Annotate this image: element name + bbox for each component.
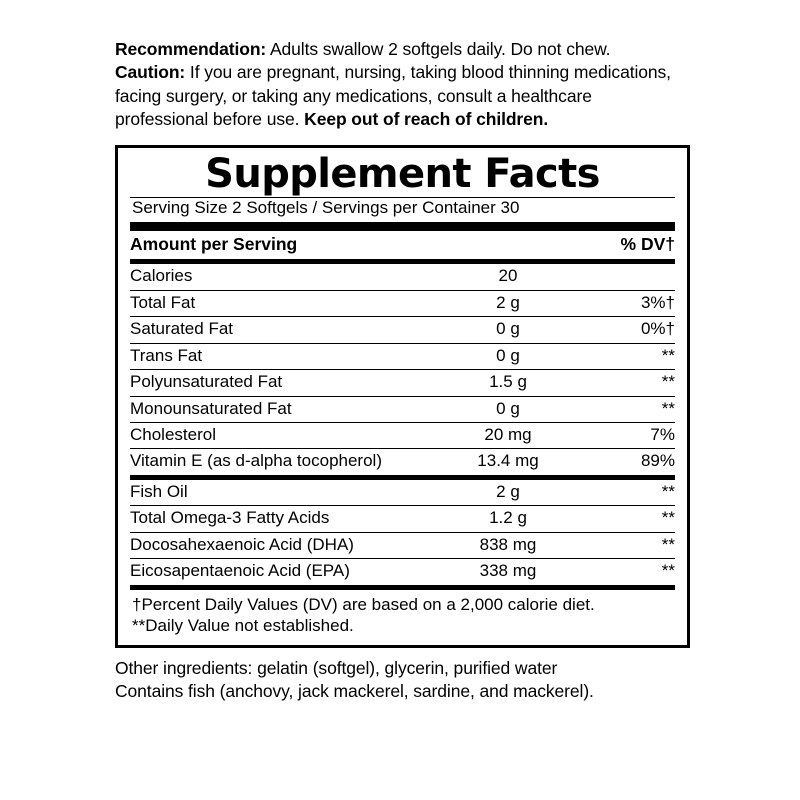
supplement-facts-panel [115,145,690,648]
nutrient-amount: 13.4 mg [433,449,583,475]
nutrient-amount: 1.2 g [433,506,583,532]
table-row [130,480,675,506]
nutrient-name: Total Omega-3 Fatty Acids [130,506,433,532]
panel-title: Supplement Facts [205,151,600,198]
caution-text: If you are pregnant, nursing, taking blood thinning medications, facing surgery, or taking any medications, consult a healthcare professional before use. [115,62,671,129]
nutrient-dv: ** [583,396,675,422]
nutrient-name: Total Fat [130,290,433,316]
nutrient-dv [583,264,675,290]
nutrient-name: Trans Fat [130,343,433,369]
nutrient-dv: 0%† [583,317,675,343]
usage-instructions [115,38,688,131]
nutrient-dv: 3%† [583,290,675,316]
other-ingredients-line: Other ingredients: gelatin (softgel), glycerin, purified water [115,658,558,679]
nutrient-dv: 7% [583,422,675,448]
recommendation-label: Recommendation: [115,39,267,59]
nutrient-name: Cholesterol [130,422,433,448]
table-row [130,396,675,422]
amount-per-serving-header: Amount per Serving [130,234,298,255]
table-row [130,532,675,558]
nutrient-name: Vitamin E (as d-alpha tocopherol) [130,449,433,475]
facts-table-omega [130,480,675,585]
caution-line [115,61,688,131]
nutrient-dv: ** [583,506,675,532]
allergen-line: Contains fish (anchovy, jack mackerel, sardine, and mackerel). [115,681,594,702]
nutrient-amount: 20 [498,266,518,286]
nutrient-name: Fish Oil [130,481,188,501]
table-row [130,422,675,448]
nutrient-dv: ** [583,370,675,396]
nutrient-amount: 838 mg [433,532,583,558]
footnote-not-established: **Daily Value not established. [132,616,354,636]
table-row [130,264,675,290]
nutrient-amount: 0 g [433,343,583,369]
table-row [130,449,675,475]
table-row [130,290,675,316]
table-row [130,343,675,369]
nutrient-dv: ** [583,532,675,558]
table-row [130,370,675,396]
footnote-daily-value: †Percent Daily Values (DV) are based on a 2,000 calorie diet. [132,594,595,614]
table-row [130,559,675,585]
recommendation-text: Adults swallow 2 softgels daily. Do not chew. [266,39,611,59]
header-spacer [433,231,583,259]
nutrient-dv: ** [583,559,675,585]
table-row [130,506,675,532]
nutrient-dv: 89% [583,449,675,475]
nutrient-amount: 338 mg [433,559,583,585]
nutrient-name: Monounsaturated Fat [130,396,433,422]
other-ingredients [115,657,688,704]
serving-info: Serving Size 2 Softgels / Servings per Container 30 [132,197,520,217]
nutrient-name: Docosahexaenoic Acid (DHA) [130,532,433,558]
caution-label: Caution: [115,62,186,83]
divider-thick-top [130,222,675,231]
nutrient-amount: 0 g [433,396,583,422]
nutrient-amount: 0 g [433,317,583,343]
recommendation-line [115,38,688,61]
nutrient-name: Calories [130,266,193,286]
nutrient-amount: 20 mg [433,422,583,448]
nutrient-amount: 2 g [433,290,583,316]
nutrient-name: Eicosapentaenoic Acid (EPA) [130,559,433,585]
nutrient-name: Polyunsaturated Fat [130,370,433,396]
nutrient-dv: ** [583,343,675,369]
caution-strong-text: Keep out of reach of children. [304,108,549,129]
nutrient-amount: 1.5 g [433,370,583,396]
facts-table-main [130,231,675,259]
dv-header: % DV† [620,234,675,255]
table-row [130,317,675,343]
nutrient-dv: ** [661,481,675,501]
nutrient-name: Saturated Fat [130,317,433,343]
nutrient-amount: 2 g [496,481,520,501]
table-header-row [130,231,675,259]
panel-footnotes [130,590,675,638]
facts-table-nutrients [130,264,675,475]
